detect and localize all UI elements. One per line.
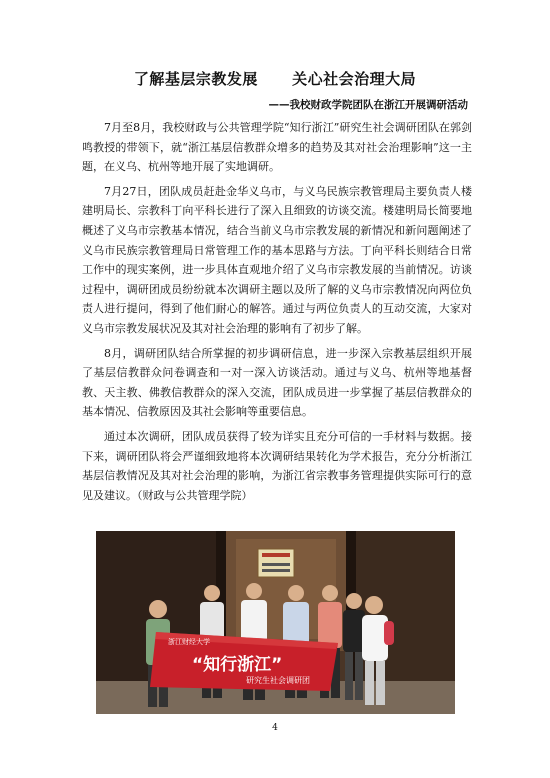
banner-sub-text: 研究生社会调研团: [246, 676, 310, 685]
article-body: [82, 118, 472, 510]
banner-main-text: “知行浙江”: [192, 655, 283, 675]
paragraph-4: 通过本次调研，团队成员获得了较为详实且充分可信的一手材料与数据。接下来，调研团队将会严谨细致地将本次调研结果转化为学术报告，充分分析浙江基层信教情况及其对社会治理的影响，为浙江省宗教事务管理提供实际可行的意见及建议。（财政与公共管理学院）: [82, 429, 472, 502]
article-subtitle: ——我校财政学院团队在浙江开展调研活动: [268, 99, 468, 111]
paragraph-2: 7月27日，团队成员赶赴金华义乌市，与义乌民族宗教管理局主要负责人楼建明局长、宗教科丁向平科长进行了深入且细致的访谈交流。楼建明局长简要地概述了义乌市宗教基本情况，结合当前义乌市宗教发展的新情况和新问题阐述了义乌市民族宗教管理局日常管理工作的基本思路与方法。丁向平科长则结合日常工作中的现实案例，进一步具体直观地介绍了义乌市宗教发展的当前情况。访谈过程中，调研团成员纷纷就本次调研主题以及所了解的义乌市宗教情况向两位负责人进行提问，得到了他们耐心的解答。通过与两位负责人的互动交流，大家对义乌市宗教发展状况及其对社会治理的影响有了初步了解。: [82, 184, 472, 335]
banner-school-text: 浙江财经大学: [168, 638, 210, 646]
group-photo: [96, 531, 455, 714]
paragraph-1: 7月至8月，我校财政与公共管理学院“知行浙江”研究生社会调研团队在郭剑鸣教授的带领下，就“浙江基层信教群众增多的趋势及其对社会治理影响”这一主题，在义乌、杭州等地开展了实地调研。: [82, 121, 472, 174]
paragraph-3: 8月，调研团队结合所掌握的初步调研信息，进一步深入宗教基层组织开展了基层信教群众问卷调查和一对一深入访谈活动。通过与义乌、杭州等地基督教、天主教、佛教信教群众的深入交流，团队成员进一步掌握了基层信教群众的基本情况、信教原因及其社会影响等重要信息。: [82, 346, 472, 419]
article-title: 了解基层宗教发展 关心社会治理大局: [133, 70, 417, 88]
page-number: 4: [272, 723, 278, 733]
